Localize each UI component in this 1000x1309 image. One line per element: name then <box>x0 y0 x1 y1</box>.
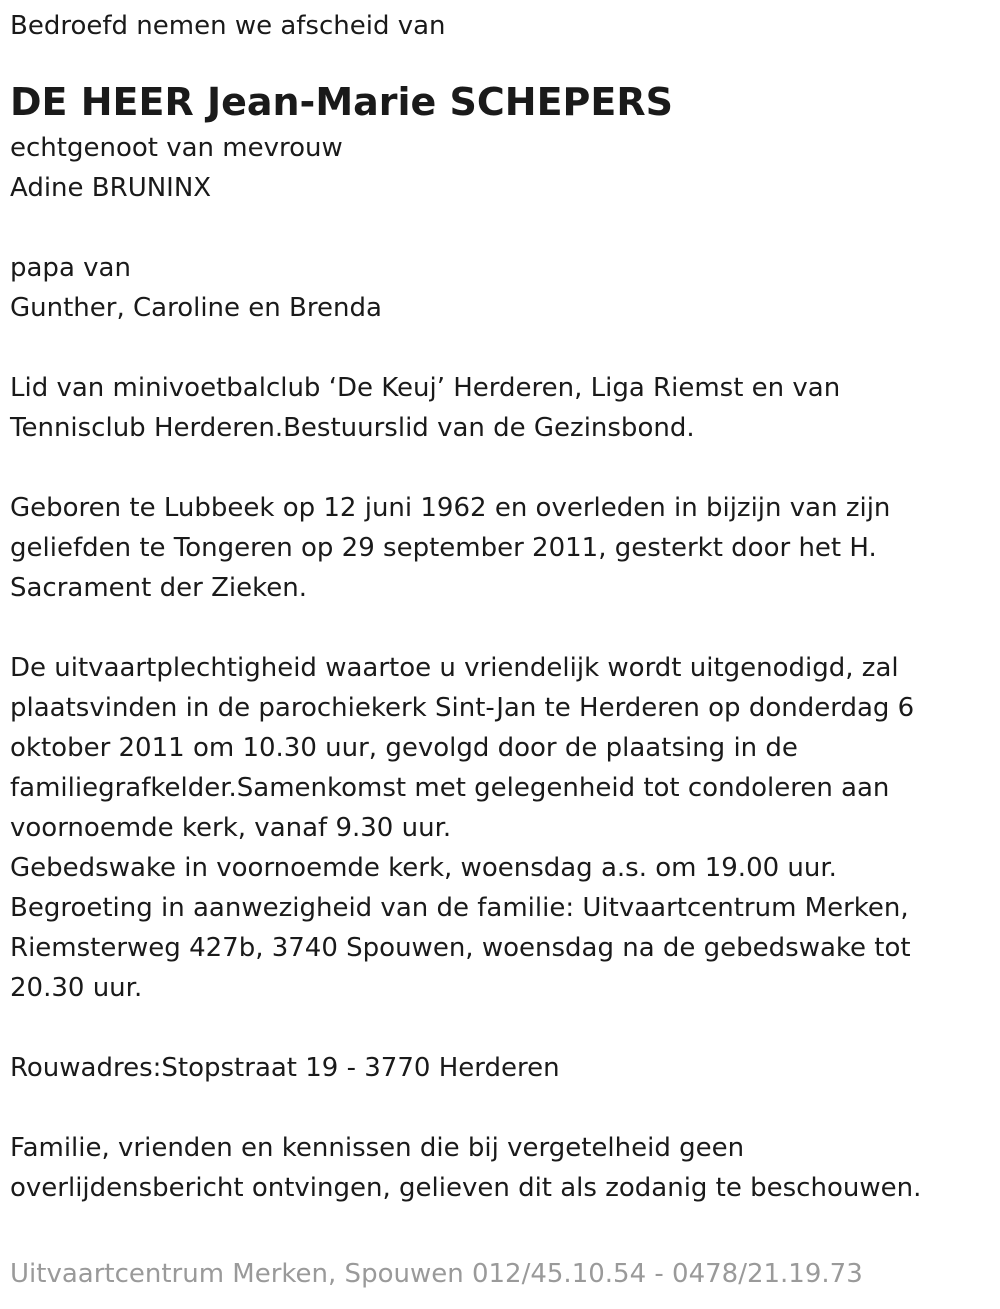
spacer <box>10 1088 990 1128</box>
children-line-2: Gunther, Caroline en Brenda <box>10 293 382 323</box>
membership-line: Tennisclub Herderen.Bestuurslid van de Gezinsbond. <box>10 413 695 443</box>
funeral-line: De uitvaartplechtigheid waartoe u vriendelijk wordt uitgenodigd, zal <box>10 653 899 683</box>
funeral-line: Begroeting in aanwezigheid van de familie: Uitvaartcentrum Merken, <box>10 893 909 923</box>
birth-death-line: Geboren te Lubbeek op 12 juni 1962 en overleden in bijzijn van zijn <box>10 493 891 523</box>
membership-block <box>10 368 990 448</box>
spacer <box>10 328 990 368</box>
birth-death-line: geliefden te Tongeren op 29 september 2011, gesterkt door het H. <box>10 533 877 563</box>
spouse-line-2: Adine BRUNINX <box>10 173 212 203</box>
intro-text: Bedroefd nemen we afscheid van <box>10 11 446 41</box>
funeral-line: plaatsvinden in de parochiekerk Sint-Jan te Herderen op donderdag 6 <box>10 693 915 723</box>
funeral-line: 20.30 uur. <box>10 973 143 1003</box>
birth-death-line: Sacrament der Zieken. <box>10 573 307 603</box>
children-block <box>10 248 990 328</box>
spacer <box>10 208 990 248</box>
funeral-line: voornoemde kerk, vanaf 9.30 uur. <box>10 813 452 843</box>
funeral-block <box>10 648 990 1008</box>
birth-death-block <box>10 488 990 608</box>
spouse-block <box>10 128 990 208</box>
funeral-line: Gebedswake in voornoemde kerk, woensdag a.s. om 19.00 uur. <box>10 853 837 883</box>
funeral-line: familiegrafkelder.Samenkomst met gelegenheid tot condoleren aan <box>10 773 890 803</box>
spacer <box>10 448 990 488</box>
deceased-name: DE HEER Jean-Marie SCHEPERS <box>10 80 673 124</box>
notice-line: Familie, vrienden en kennissen die bij vergetelheid geen <box>10 1133 745 1163</box>
funeral-line: Riemsterweg 427b, 3740 Spouwen, woensdag na de gebedswake tot <box>10 933 911 963</box>
mourning-address: Rouwadres:Stopstraat 19 - 3770 Herderen <box>10 1053 560 1083</box>
children-line-1: papa van <box>10 253 131 283</box>
spacer <box>10 1008 990 1048</box>
spouse-line-1: echtgenoot van mevrouw <box>10 133 343 163</box>
notice-block <box>10 1128 990 1208</box>
membership-line: Lid van minivoetbalclub ‘De Keuj’ Herderen, Liga Riemst en van <box>10 373 841 403</box>
notice-line: overlijdensbericht ontvingen, gelieven dit als zodanig te beschouwen. <box>10 1173 922 1203</box>
funeral-home-footer: Uitvaartcentrum Merken, Spouwen 012/45.10.54 - 0478/21.19.73 <box>10 1259 863 1289</box>
spacer <box>10 608 990 648</box>
funeral-line: oktober 2011 om 10.30 uur, gevolgd door de plaatsing in de <box>10 733 798 763</box>
